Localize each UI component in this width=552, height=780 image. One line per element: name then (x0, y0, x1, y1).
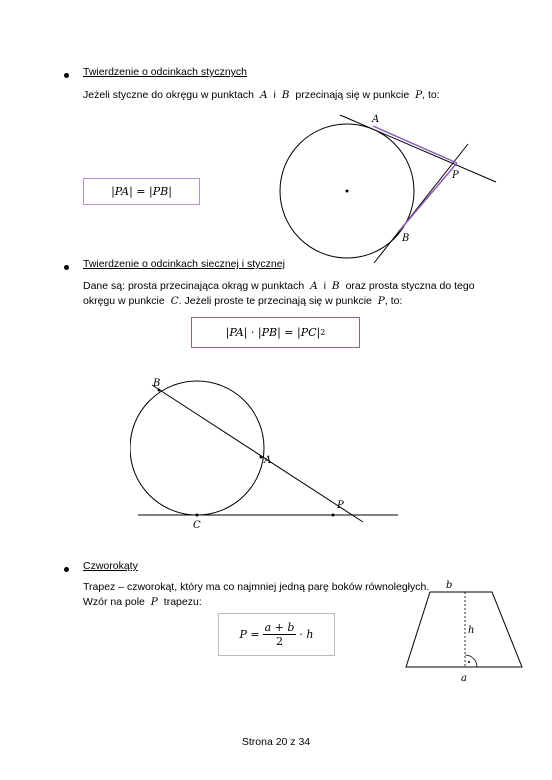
section-heading: Twierdzenie o odcinkach siecznej i stycznej (83, 258, 285, 270)
label-c: C (193, 520, 201, 531)
bullet (64, 567, 69, 572)
label-b: b (446, 580, 453, 591)
section-heading: Twierdzenie o odcinkach stycznych (83, 66, 247, 78)
segment-pb (400, 163, 457, 230)
secant-tangent-diagram (130, 375, 410, 535)
label-p: P (452, 170, 459, 181)
paragraph: Jeżeli styczne do okręgu w punktach A i B przecinają się w punkcie P, to: (83, 89, 440, 101)
circle (130, 381, 264, 515)
label-b: B (153, 378, 161, 389)
secant-line (152, 385, 363, 522)
paragraph: Trapez – czworokąt, który ma co najmniej jedną parę boków równoległych. (83, 581, 430, 593)
section-heading: Czworokąty (83, 560, 138, 572)
page-number: Strona 20 z 34 (241, 736, 311, 748)
segment-pa (373, 126, 457, 163)
trapezoid (406, 592, 522, 667)
right-angle-mark (465, 655, 477, 667)
label-b: B (402, 233, 410, 244)
label-p: P (337, 500, 344, 511)
fraction: $\frac{a + b}{2}$ (264, 621, 295, 648)
label-a: A (372, 114, 380, 125)
formula-box: |PA| = |PB| (83, 178, 200, 205)
label-a: a (461, 673, 467, 684)
right-angle-dot (468, 661, 470, 663)
label-a: A (264, 455, 272, 466)
tangent-diagram (270, 110, 510, 270)
point-c (196, 514, 199, 517)
trapezoid-diagram (400, 575, 530, 690)
bullet (64, 265, 69, 270)
bullet (64, 73, 69, 78)
paragraph: Wzór na pole P trapezu: (83, 596, 202, 608)
formula-box: P = $\frac{a + b}{2}$ · h (218, 613, 335, 656)
formula-box: |PA| · |PB| = |PC| 2 (191, 317, 360, 348)
point-p (332, 514, 335, 517)
label-h: h (468, 625, 475, 636)
paragraph: Dane są: prosta przecinająca okrąg w punktach A i B oraz prosta styczna do tego (83, 280, 475, 292)
paragraph: okręgu w punkcie C. Jeżeli proste te przecinają się w punkcie P, to: (83, 295, 403, 307)
center-point (346, 190, 349, 193)
tangent-line-a (340, 115, 496, 182)
point-a (260, 456, 263, 459)
